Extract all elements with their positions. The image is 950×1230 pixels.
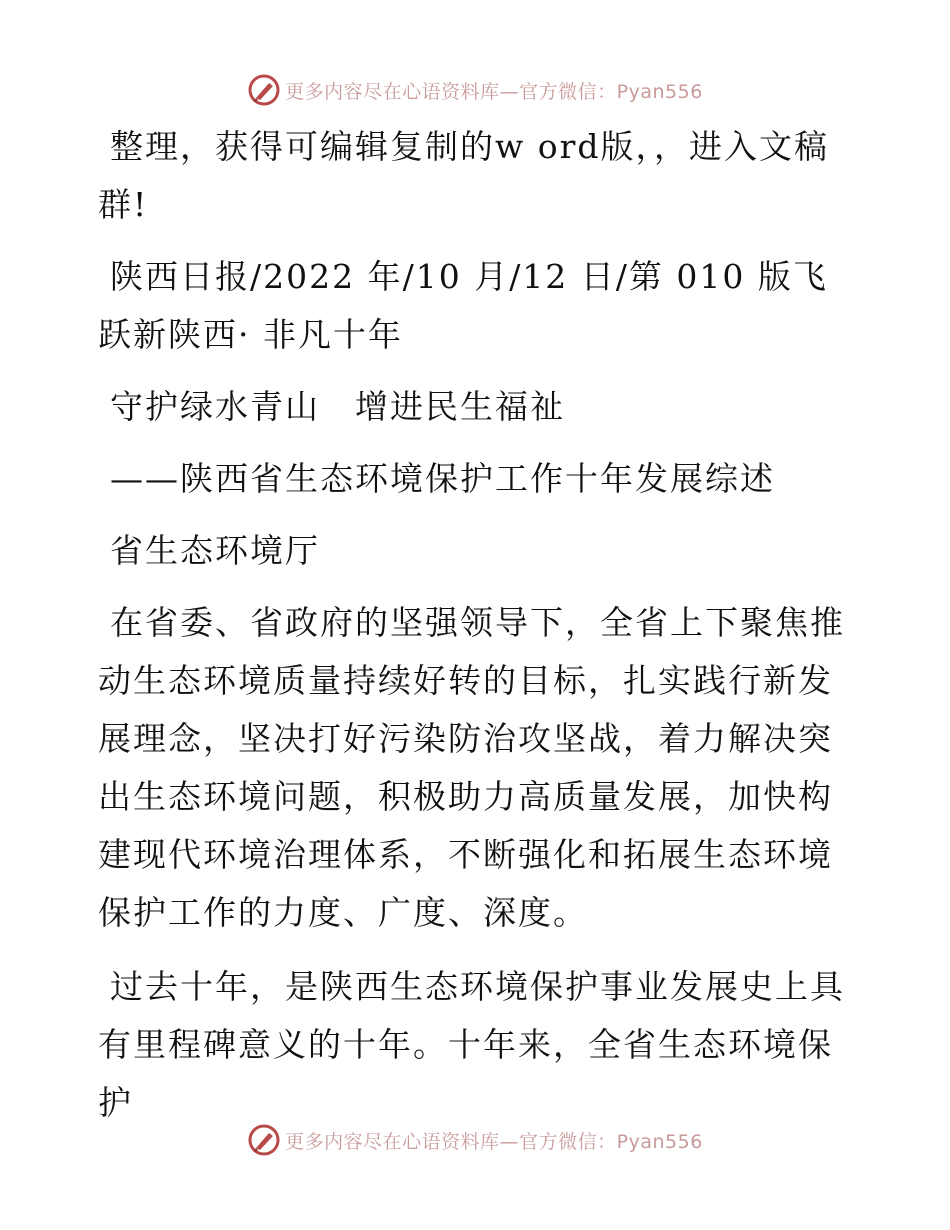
watermark-text: 更多内容尽在心语资料库—官方微信：Pyan556: [285, 1130, 703, 1153]
pen-logo-icon: [247, 73, 281, 107]
paragraph-source: 陕西日报/2022 年/10 月/12 日/第 010 版飞跃新陕西· 非凡十年: [98, 257, 828, 354]
pen-logo-icon: [247, 1123, 281, 1157]
document-body: [98, 118, 858, 1148]
header-watermark: [0, 70, 950, 110]
paragraph-intro: 整理，获得可编辑复制的w ord版，，进入文稿群!: [98, 127, 830, 224]
paragraph-body-2: 过去十年，是陕西生态环境保护事业发展史上具有里程碑意义的十年。十年来，全省生态环境保护: [98, 967, 845, 1122]
footer-watermark: [0, 1120, 950, 1160]
article-title: 守护绿水青山 增进民生福祉: [110, 387, 565, 426]
paragraph-body-1: 在省委、省政府的坚强领导下，全省上下聚焦推动生态环境质量持续好转的目标，扎实践行新发展理念，坚决打好污染防治攻坚战，着力解决突出生态环境问题，积极助力高质量发展，加快构建现代环境治理体系，不断强化和拓展生态环境保护工作的力度、广度、深度。: [98, 603, 845, 932]
article-subtitle: ——陕西省生态环境保护工作十年发展综述: [110, 459, 775, 498]
article-author: 省生态环境厅: [110, 531, 320, 570]
watermark-text: 更多内容尽在心语资料库—官方微信：Pyan556: [285, 80, 703, 103]
